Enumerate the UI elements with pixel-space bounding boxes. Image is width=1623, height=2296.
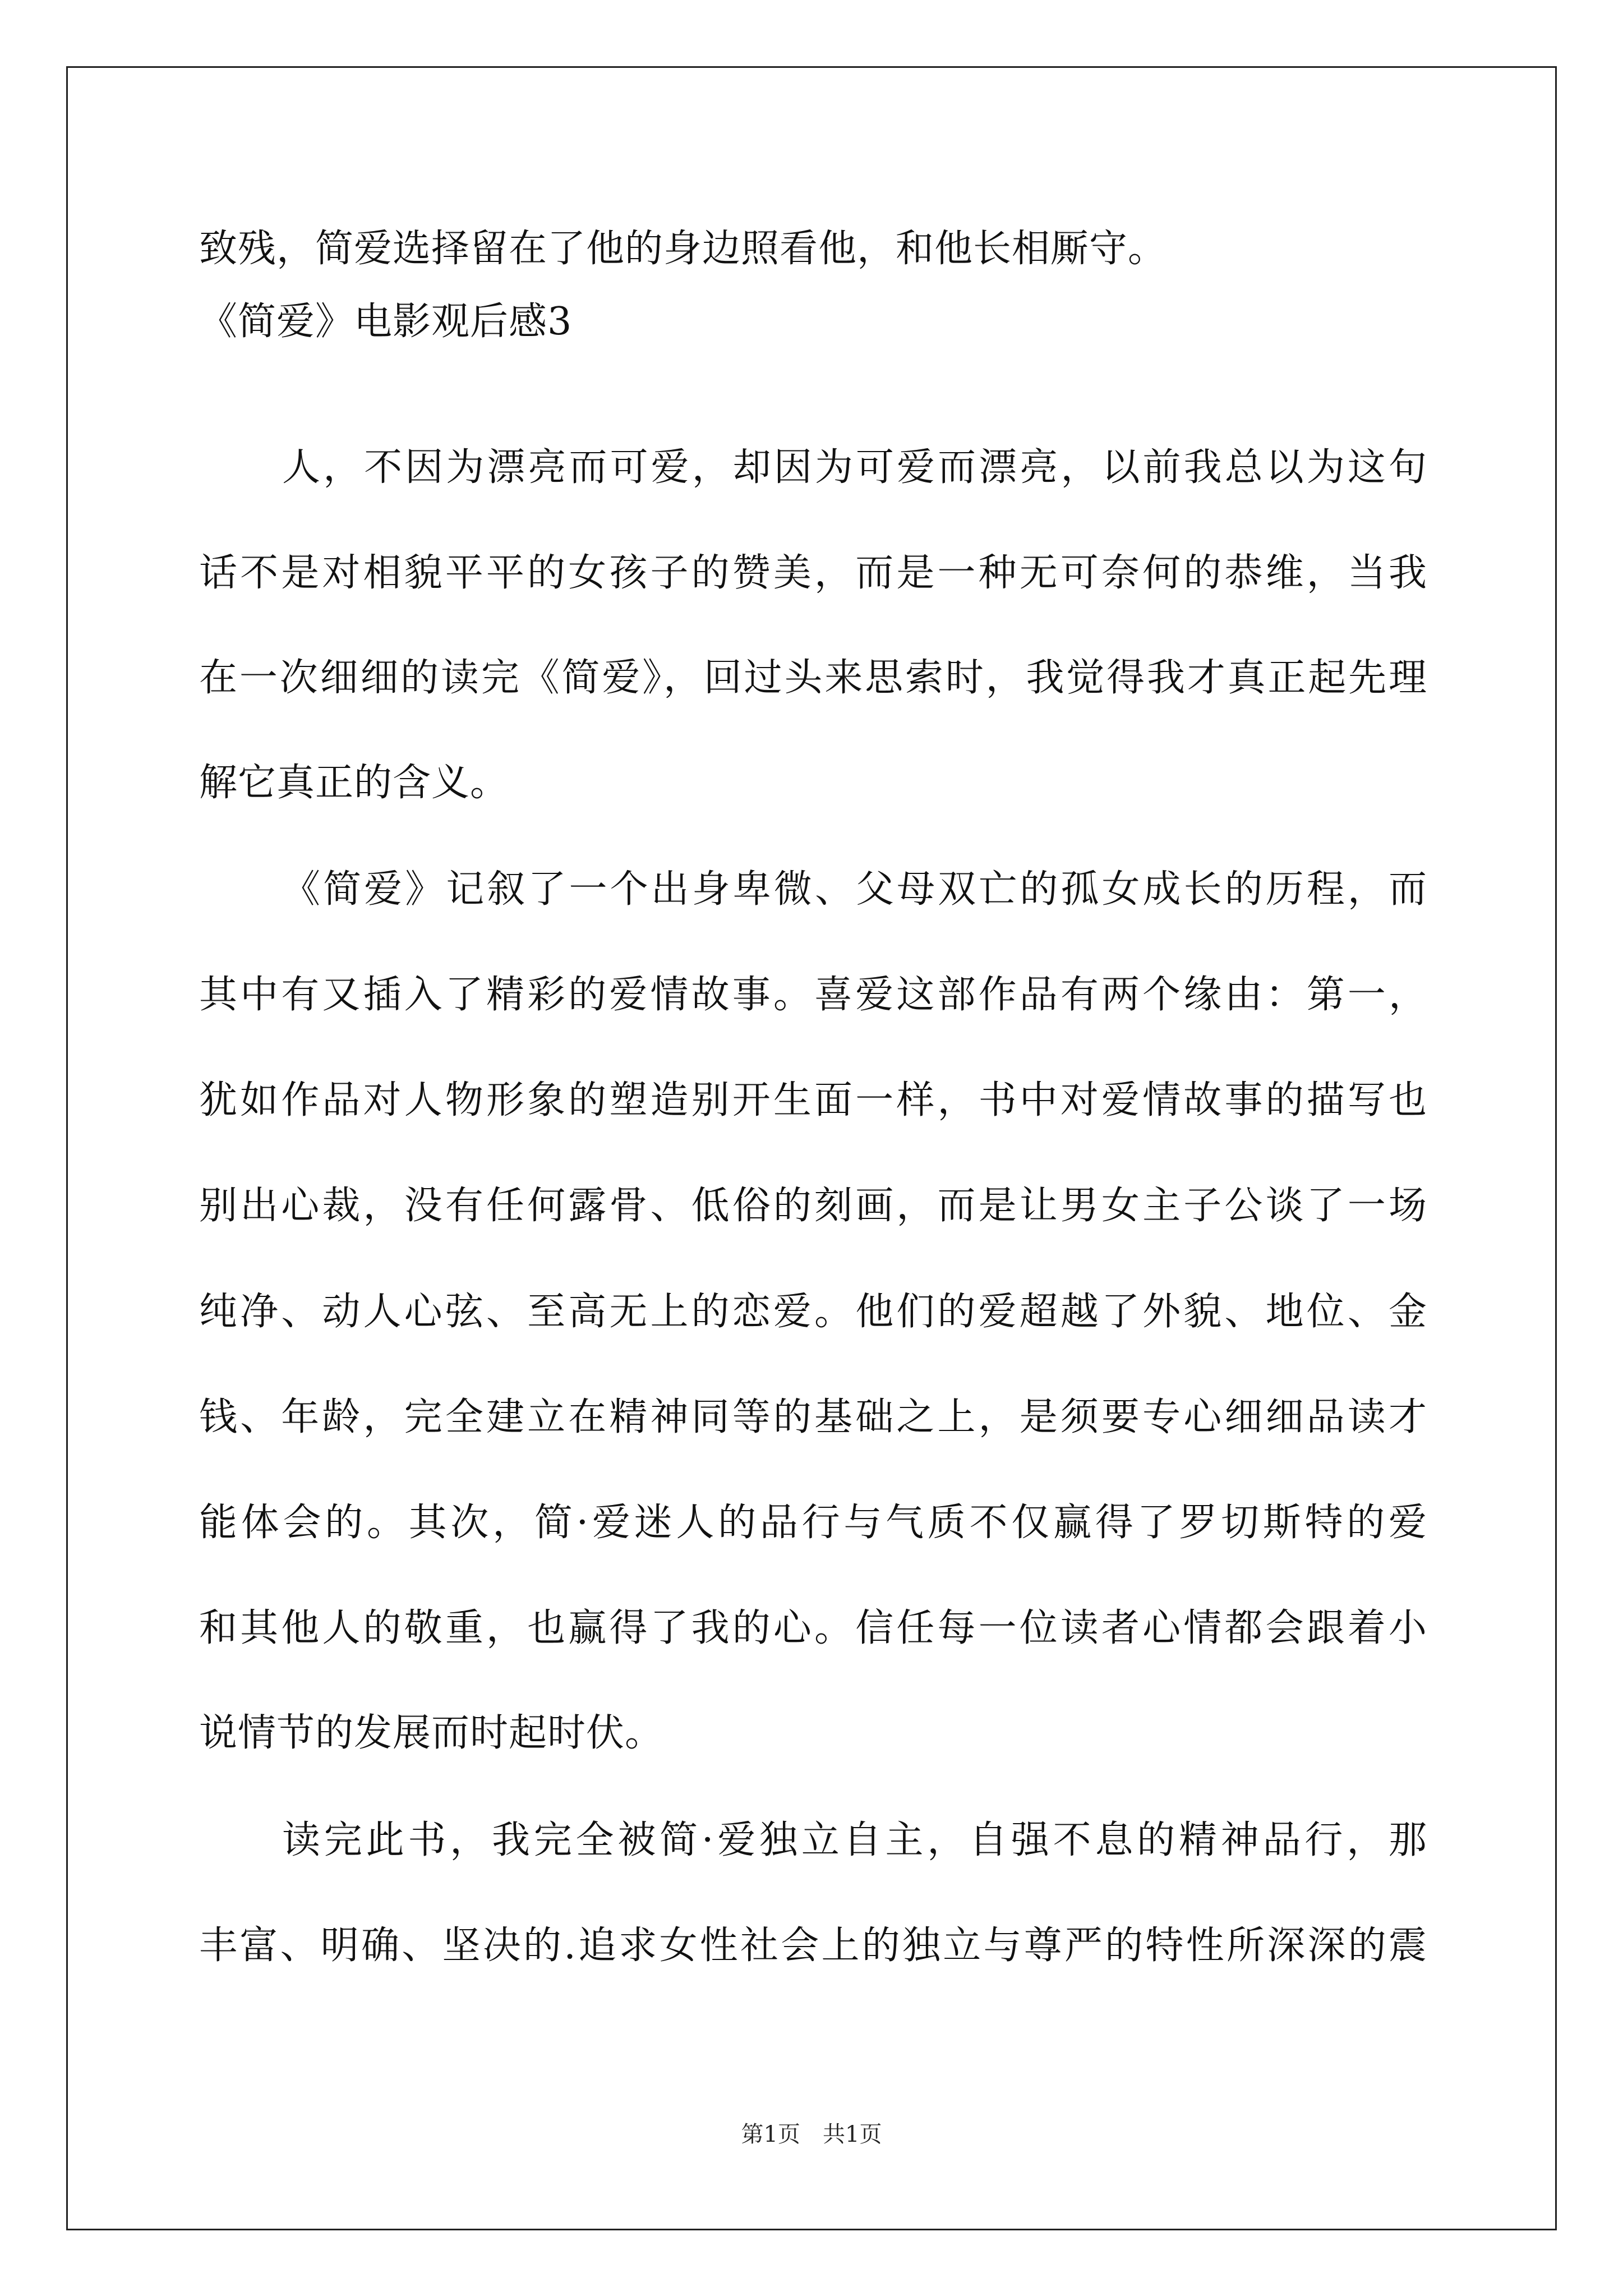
text-line: 说情节的发展而时起时伏。 (199, 1711, 664, 1755)
text-line: 犹如作品对人物形象的塑造别开生面一样，书中对爱情故事的描写也 (199, 1078, 1427, 1122)
text-line: 丰富、明确、坚决的.追求女性社会上的独立与尊严的特性所深深的震 (199, 1924, 1427, 1968)
page-border (66, 66, 1557, 2230)
text-line: 钱、年龄，完全建立在精神同等的基础之上，是须要专心细细品读才 (199, 1395, 1427, 1439)
text-line: 和其他人的敬重，也赢得了我的心。信任每一位读者心情都会跟着小 (199, 1606, 1427, 1650)
text-line: 《简爱》记叙了一个出身卑微、父母双亡的孤女成长的历程，而 (282, 867, 1427, 912)
text-line: 其中有又插入了精彩的爱情故事。喜爱这部作品有两个缘由：第一， (199, 973, 1427, 1017)
page-footer: 第1页 共1页 (741, 2122, 882, 2147)
text-line: 解它真正的含义。 (199, 761, 509, 805)
text-line: 读完此书，我完全被简·爱独立自主，自强不息的精神品行，那 (282, 1818, 1427, 1862)
text-line: 话不是对相貌平平的女孩子的赞美，而是一种无可奈何的恭维，当我 (199, 551, 1427, 595)
text-line: 能体会的。其次，简·爱迷人的品行与气质不仅赢得了罗切斯特的爱 (199, 1501, 1427, 1545)
text-line: 在一次细细的读完《简爱》，回过头来思索时，我觉得我才真正起先理 (199, 656, 1427, 700)
section-heading: 《简爱》电影观后感3 (199, 300, 573, 344)
text-line: 纯净、动人心弦、至高无上的恋爱。他们的爱超越了外貌、地位、金 (199, 1290, 1427, 1334)
text-line: 人，不因为漂亮而可爱，却因为可爱而漂亮，以前我总以为这句 (282, 445, 1427, 490)
text-line: 致残，简爱选择留在了他的身边照看他，和他长相厮守。 (199, 227, 1167, 271)
text-line: 别出心裁，没有任何露骨、低俗的刻画，而是让男女主子公谈了一场 (199, 1184, 1427, 1228)
